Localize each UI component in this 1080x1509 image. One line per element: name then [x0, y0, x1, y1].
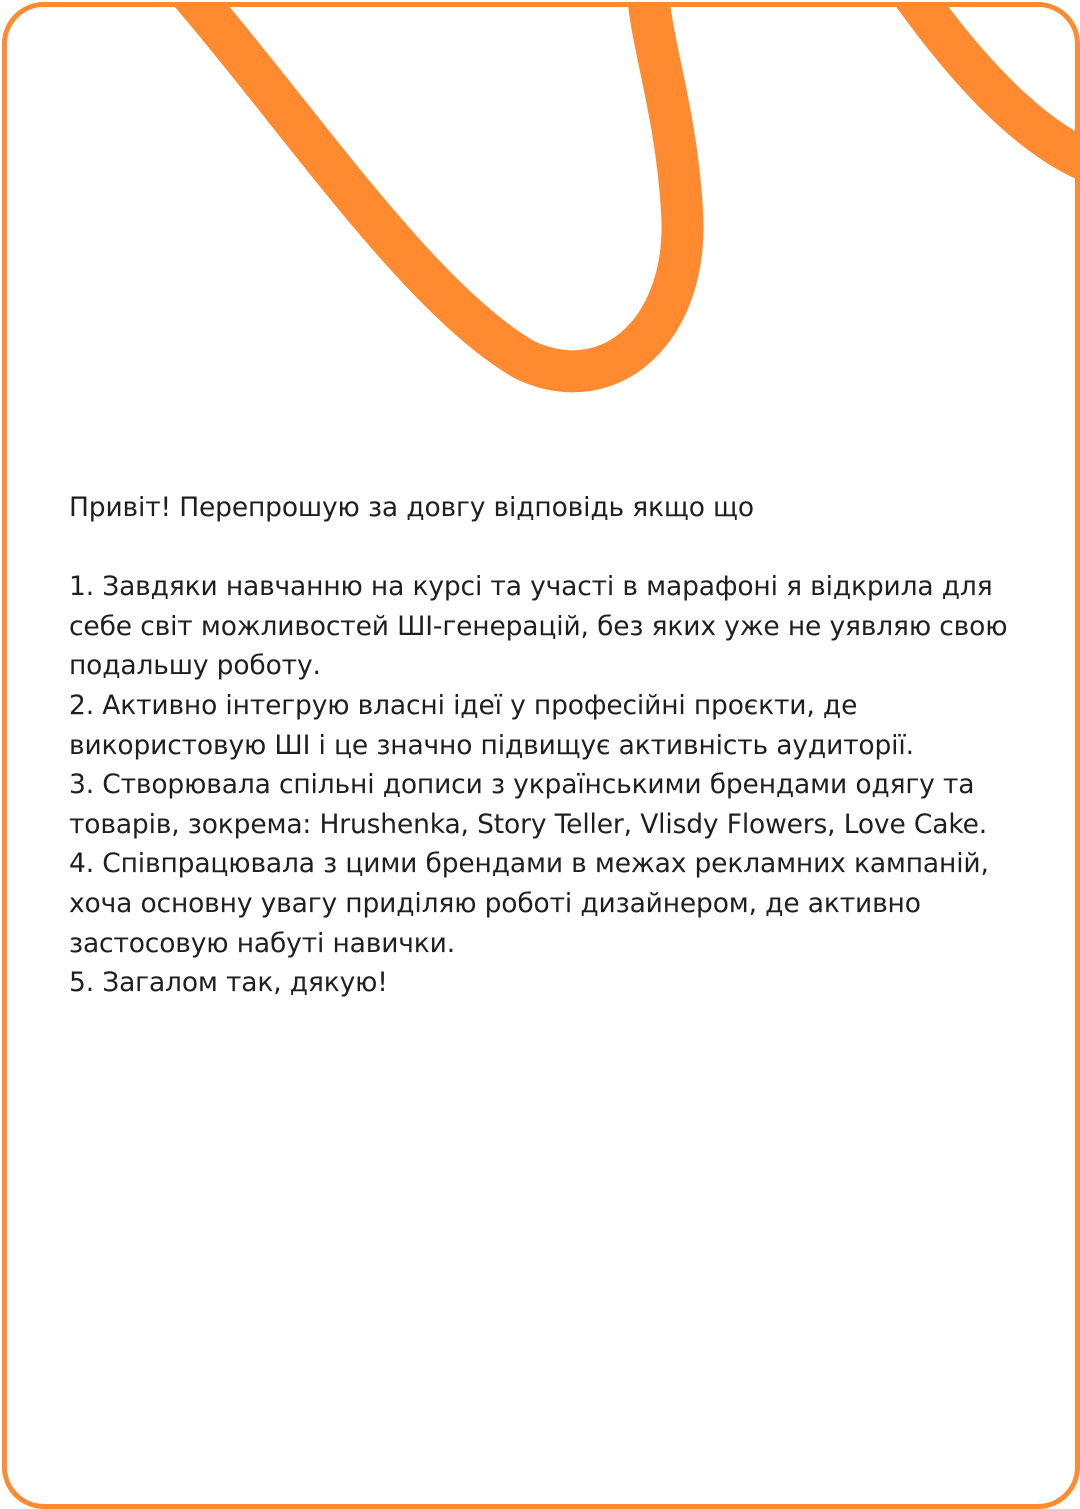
decorative-wave-icon	[2, 2, 1080, 420]
message-list-item: 2. Активно інтегрую власні ідеї у професійні проєкти, де використовую ШІ і це значно підвищує активність аудиторії.	[69, 689, 914, 761]
message-list-item: 4. Співпрацювала з цими брендами в межах рекламних кампаній, хоча основну увагу приділяю роботі дизайнером, де активно застосовую набуті навички.	[69, 848, 989, 959]
message-text	[69, 488, 1029, 1003]
message-list-item: 5. Загалом так, дякую!	[69, 967, 388, 999]
message-list-item: 3. Створювала спільні дописи з українськими брендами одягу та товарів, зокрема: Hrushenka, Story Teller, Vlisdy Flowers, Love Cake.	[69, 769, 988, 840]
message-greeting: Привіт! Перепрошую за довгу відповідь якщо що	[69, 492, 754, 523]
message-list-item: 1. Завдяки навчанню на курсі та участі в марафоні я відкрила для себе світ можливостей ШІ-генерацій, без яких уже не уявляю свою подальшу роботу.	[69, 571, 1008, 682]
message-card	[2, 2, 1080, 1509]
